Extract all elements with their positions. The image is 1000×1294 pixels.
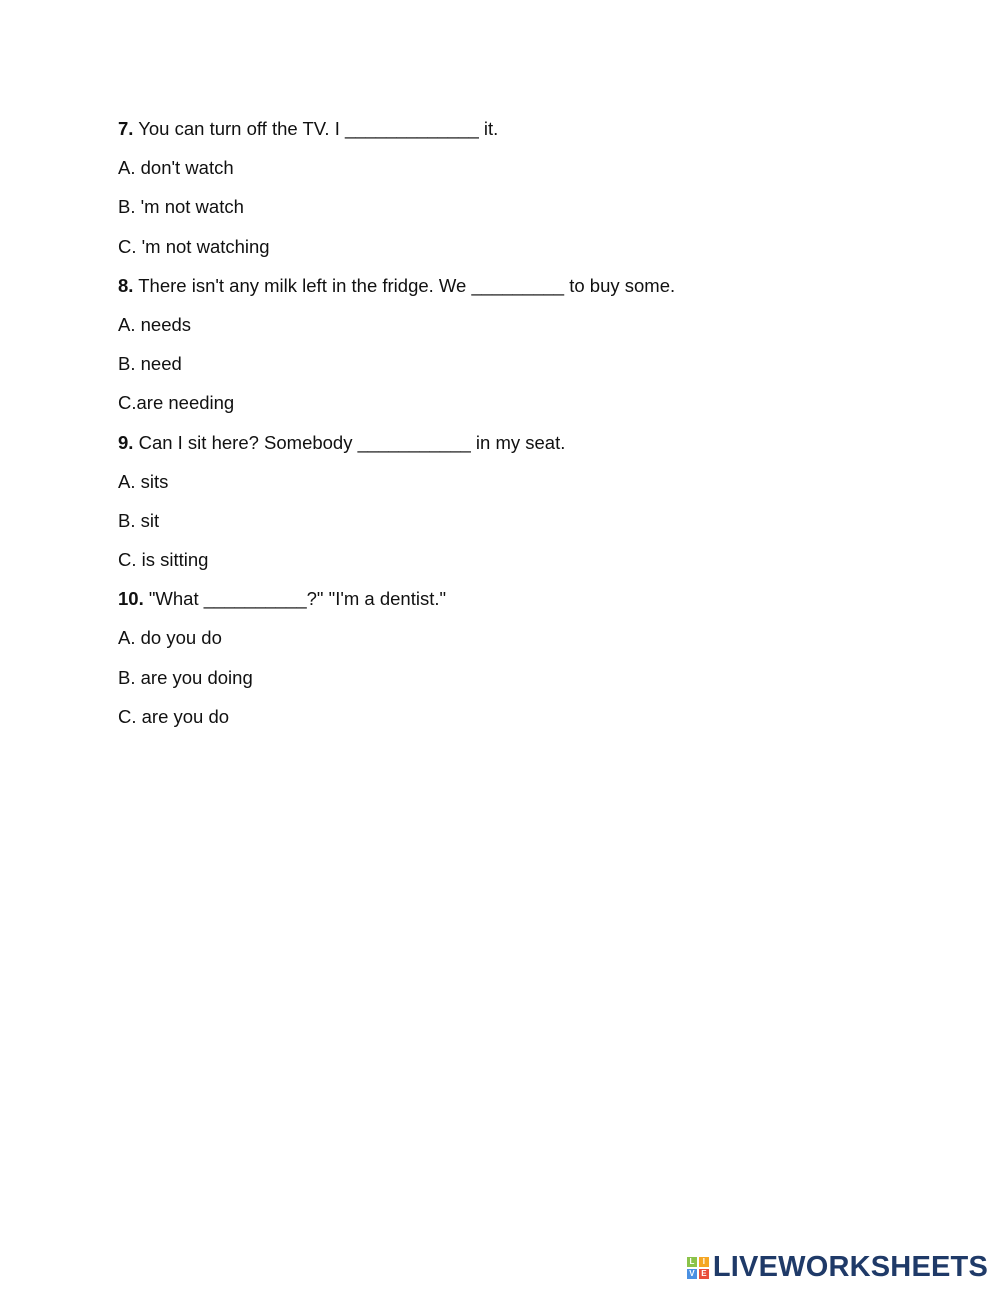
- option-a: A. do you do: [118, 627, 222, 649]
- question-8: [118, 273, 938, 312]
- question-number: 10.: [118, 588, 144, 610]
- option-a: A. needs: [118, 313, 192, 335]
- option-a: A. sits: [118, 470, 169, 492]
- question-7: [118, 116, 938, 155]
- option-b: B. sit: [118, 509, 160, 531]
- question-text: You can turn off the TV. I _____________ it.: [133, 118, 499, 139]
- option-b: B. 'm not watch: [118, 196, 244, 218]
- question-text: There isn't any milk left in the fridge. We _________ to buy some.: [133, 274, 676, 296]
- question-9: [118, 430, 938, 469]
- liveworksheets-logo: [687, 1251, 988, 1284]
- option-c: C.are needing: [118, 392, 235, 414]
- option-c: C. is sitting: [118, 549, 209, 571]
- logo-mark-letter: V: [687, 1269, 697, 1279]
- option-b: B. need: [118, 353, 182, 375]
- logo-mark-icon: [687, 1257, 709, 1279]
- question-text: Can I sit here? Somebody ___________ in my seat.: [133, 431, 566, 453]
- question-number: 9.: [118, 431, 134, 453]
- question-10: [118, 586, 938, 625]
- option-b: B. are you doing: [118, 666, 253, 688]
- question-number: 8.: [118, 274, 134, 296]
- option-c: C. 'm not watching: [118, 235, 270, 257]
- worksheet: [118, 116, 938, 743]
- logo-mark-letter: L: [687, 1257, 697, 1267]
- question-text: "What __________?" "I'm a dentist.": [143, 588, 447, 610]
- option-c: C. are you do: [118, 705, 230, 727]
- question-number: 7.: [118, 118, 134, 139]
- logo-text: LIVEWORKSHEETS: [712, 1251, 988, 1283]
- option-a: A. don't watch: [118, 157, 234, 179]
- logo-mark-letter: E: [699, 1269, 709, 1279]
- logo-mark-letter: I: [699, 1257, 709, 1267]
